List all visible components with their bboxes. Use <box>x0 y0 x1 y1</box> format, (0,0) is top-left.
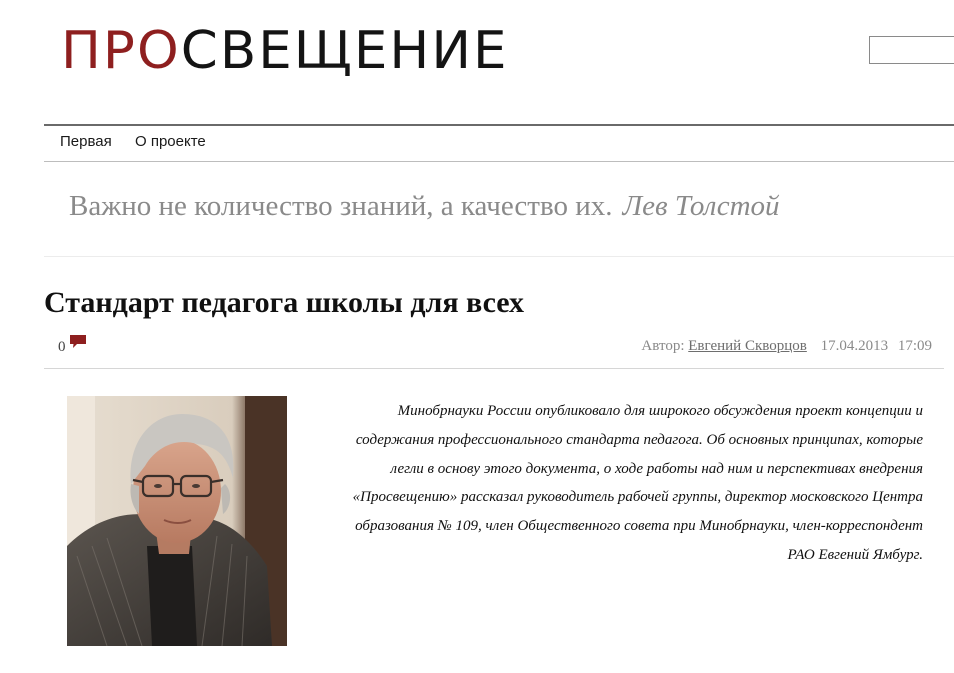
author-prefix: Автор: <box>641 338 685 354</box>
search-input[interactable] <box>869 36 954 64</box>
quote-divider <box>44 256 954 257</box>
logo-part-black: СВЕЩЕНИЕ <box>180 21 509 81</box>
article-date: 17.04.2013 <box>820 338 889 354</box>
header-quote <box>69 190 780 223</box>
quote-text: Важно не количество знаний, а качество их. <box>69 190 613 222</box>
main-nav <box>44 124 954 162</box>
logo-part-red: ПРО <box>61 21 181 81</box>
nav-item-about[interactable]: О проекте <box>135 133 206 150</box>
article-photo <box>67 396 287 646</box>
portrait-image <box>67 396 287 646</box>
article-title[interactable]: Стандарт педагога школы для всех <box>44 286 525 319</box>
site-logo[interactable] <box>61 21 509 81</box>
article-meta <box>641 338 932 355</box>
quote-author: Лев Толстой <box>622 190 780 222</box>
article-time: 17:09 <box>897 338 932 354</box>
article-lead: Минобрнауки России опубликовало для широкого обсуждения проект концепции и содержания профессионального стандарта педагога. Об основных принципах, которые легли в основу этого документа, о ходе работы над ним и перспективах внедрения «Просвещению» рассказал руководитель рабочей группы, директор московского Центра образования № 109, член Общественного совета при Минобрнауки, член-корреспондент РАО Евгений Ямбург. <box>352 403 923 563</box>
author-link[interactable]: Евгений Скворцов <box>688 338 807 354</box>
speech-bubble-icon <box>69 334 87 354</box>
comments-link[interactable] <box>58 337 87 357</box>
nav-item-home[interactable]: Первая <box>60 133 112 150</box>
comments-count: 0 <box>58 338 66 355</box>
meta-divider <box>44 368 944 369</box>
